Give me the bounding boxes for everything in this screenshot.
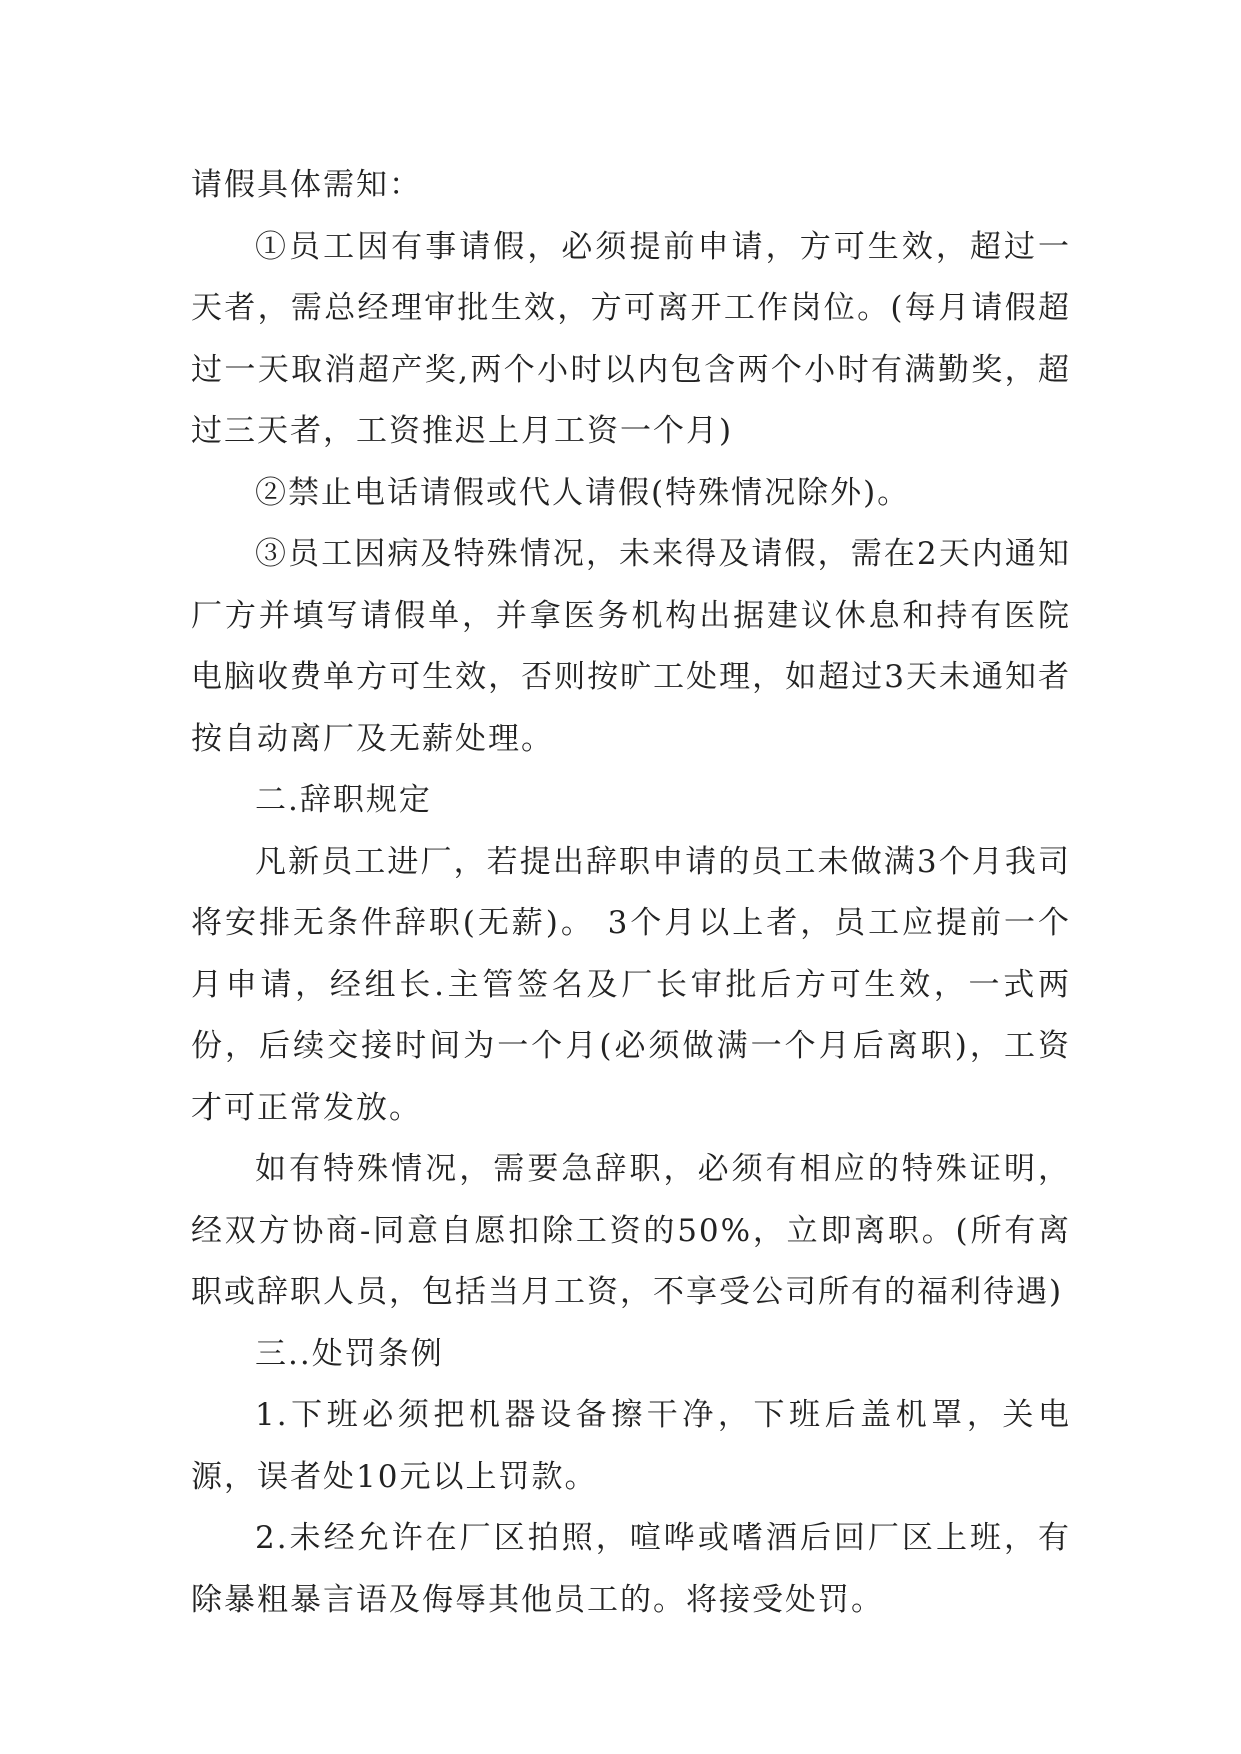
paragraph-penalty-2: 2.未经允许在厂区拍照，喧哗或嗜酒后回厂区上班，有除暴粗暴言语及侮辱其他员工的。将接受处罚。 [191, 1520, 1071, 1618]
paragraph-leave-notice-heading: 请假具体需知： [191, 167, 422, 203]
paragraph-leave-rule-3: ③员工因病及特殊情况，未来得及请假，需在2天内通知厂方并填写请假单，并拿医务机构出据建议休息和持有医院电脑收费单方可生效，否则按旷工处理，如超过3天未通知者按自动离厂及无薪处理。 [191, 536, 1071, 757]
paragraph-leave-rule-1: ①员工因有事请假，必须提前申请，方可生效，超过一天者，需总经理审批生效，方可离开工作岗位。(每月请假超过一天取消超产奖,两个小时以内包含两个小时有满勤奖，超过三天者，工资推迟上月工资一个月) [191, 228, 1071, 449]
section-heading-resignation: 二.辞职规定 [255, 782, 432, 818]
document-body [191, 155, 1071, 1631]
paragraph-penalty-1: 1.下班必须把机器设备擦干净，下班后盖机罩，关电源，误者处10元以上罚款。 [191, 1397, 1071, 1495]
section-heading-penalties: 三..处罚条例 [255, 1335, 444, 1372]
paragraph-resignation-rule: 凡新员工进厂，若提出辞职申请的员工未做满3个月我司将安排无条件辞职(无薪)。 3个月以上者，员工应提前一个月申请，经组长.主管签名及厂长审批后方可生效，一式两份，后续交接时间为一个月(必须做满一个月后离职)，工资才可正常发放。 [191, 843, 1071, 1126]
paragraph-leave-rule-2: ②禁止电话请假或代人请假(特殊情况除外)。 [255, 474, 911, 511]
paragraph-urgent-resignation: 如有特殊情况，需要急辞职，必须有相应的特殊证明，经双方协商-同意自愿扣除工资的50%，立即离职。(所有离职或辞职人员，包括当月工资，不享受公司所有的福利待遇) [191, 1151, 1071, 1310]
